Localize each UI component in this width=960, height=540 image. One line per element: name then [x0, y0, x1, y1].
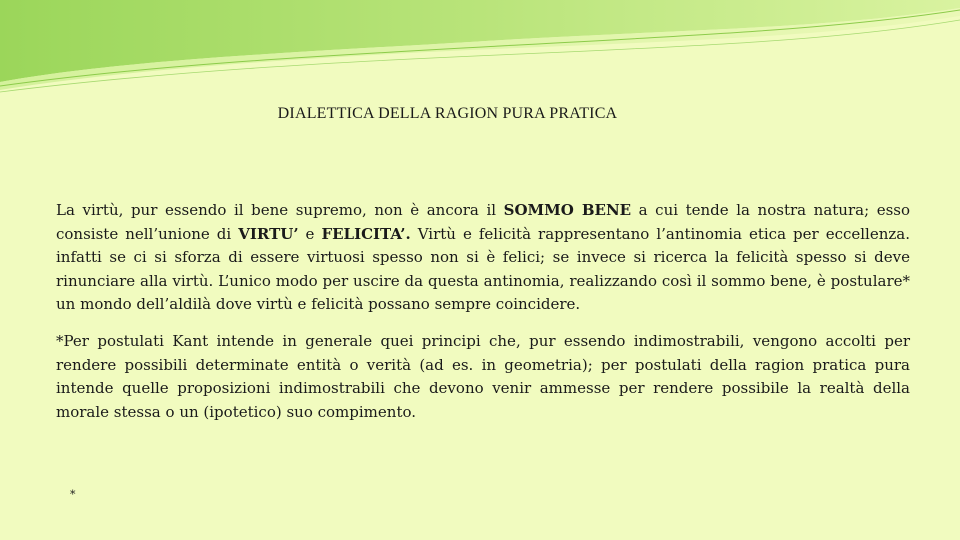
main-paragraph — [56, 199, 910, 317]
footnote-paragraph: *Per postulati Kant intende in generale quei principi che, pur essendo indimostrabili, vengono accolti per rendere possibili determinate entità o verità (ad es. in geometria); per postulati della ragion pratica pura intende quelle proposizioni indimostrabili che devono venir ammesse per rendere possibile la realtà della morale stessa o un (ipotetico) suo compimento. — [56, 332, 910, 421]
sommo-bene-bold: SOMMO BENE — [503, 201, 632, 219]
paragraph-text: a cui tende la nostra natura; esso consiste nell’unione di — [56, 201, 910, 243]
paragraph-text: e — [298, 224, 322, 243]
paragraph-text: La virtù, pur essendo il bene supremo, non è ancora il — [56, 201, 504, 219]
virtu-bold: VIRTU’ — [238, 224, 299, 243]
slide-title: DIALETTICA DELLA RAGION PURA PRATICA — [277, 105, 618, 122]
decorative-green-wave — [0, 0, 960, 95]
footer-asterisk: * — [70, 488, 76, 501]
felicita-bold: FELICITA’. — [321, 224, 411, 243]
paragraph-text: Virtù e felicità rappresentano l’antinomia etica per eccellenza. infatti se ci si sforza di essere virtuosi spesso non si è felici; se invece si ricerca la felicità spesso si deve rinunciare alla virtù. L’unico modo per uscire da questa antinomia, realizzando così il sommo bene, è postulare* un mondo dell’aldilà dove virtù e felicità possano sempre coincidere. — [56, 224, 910, 313]
